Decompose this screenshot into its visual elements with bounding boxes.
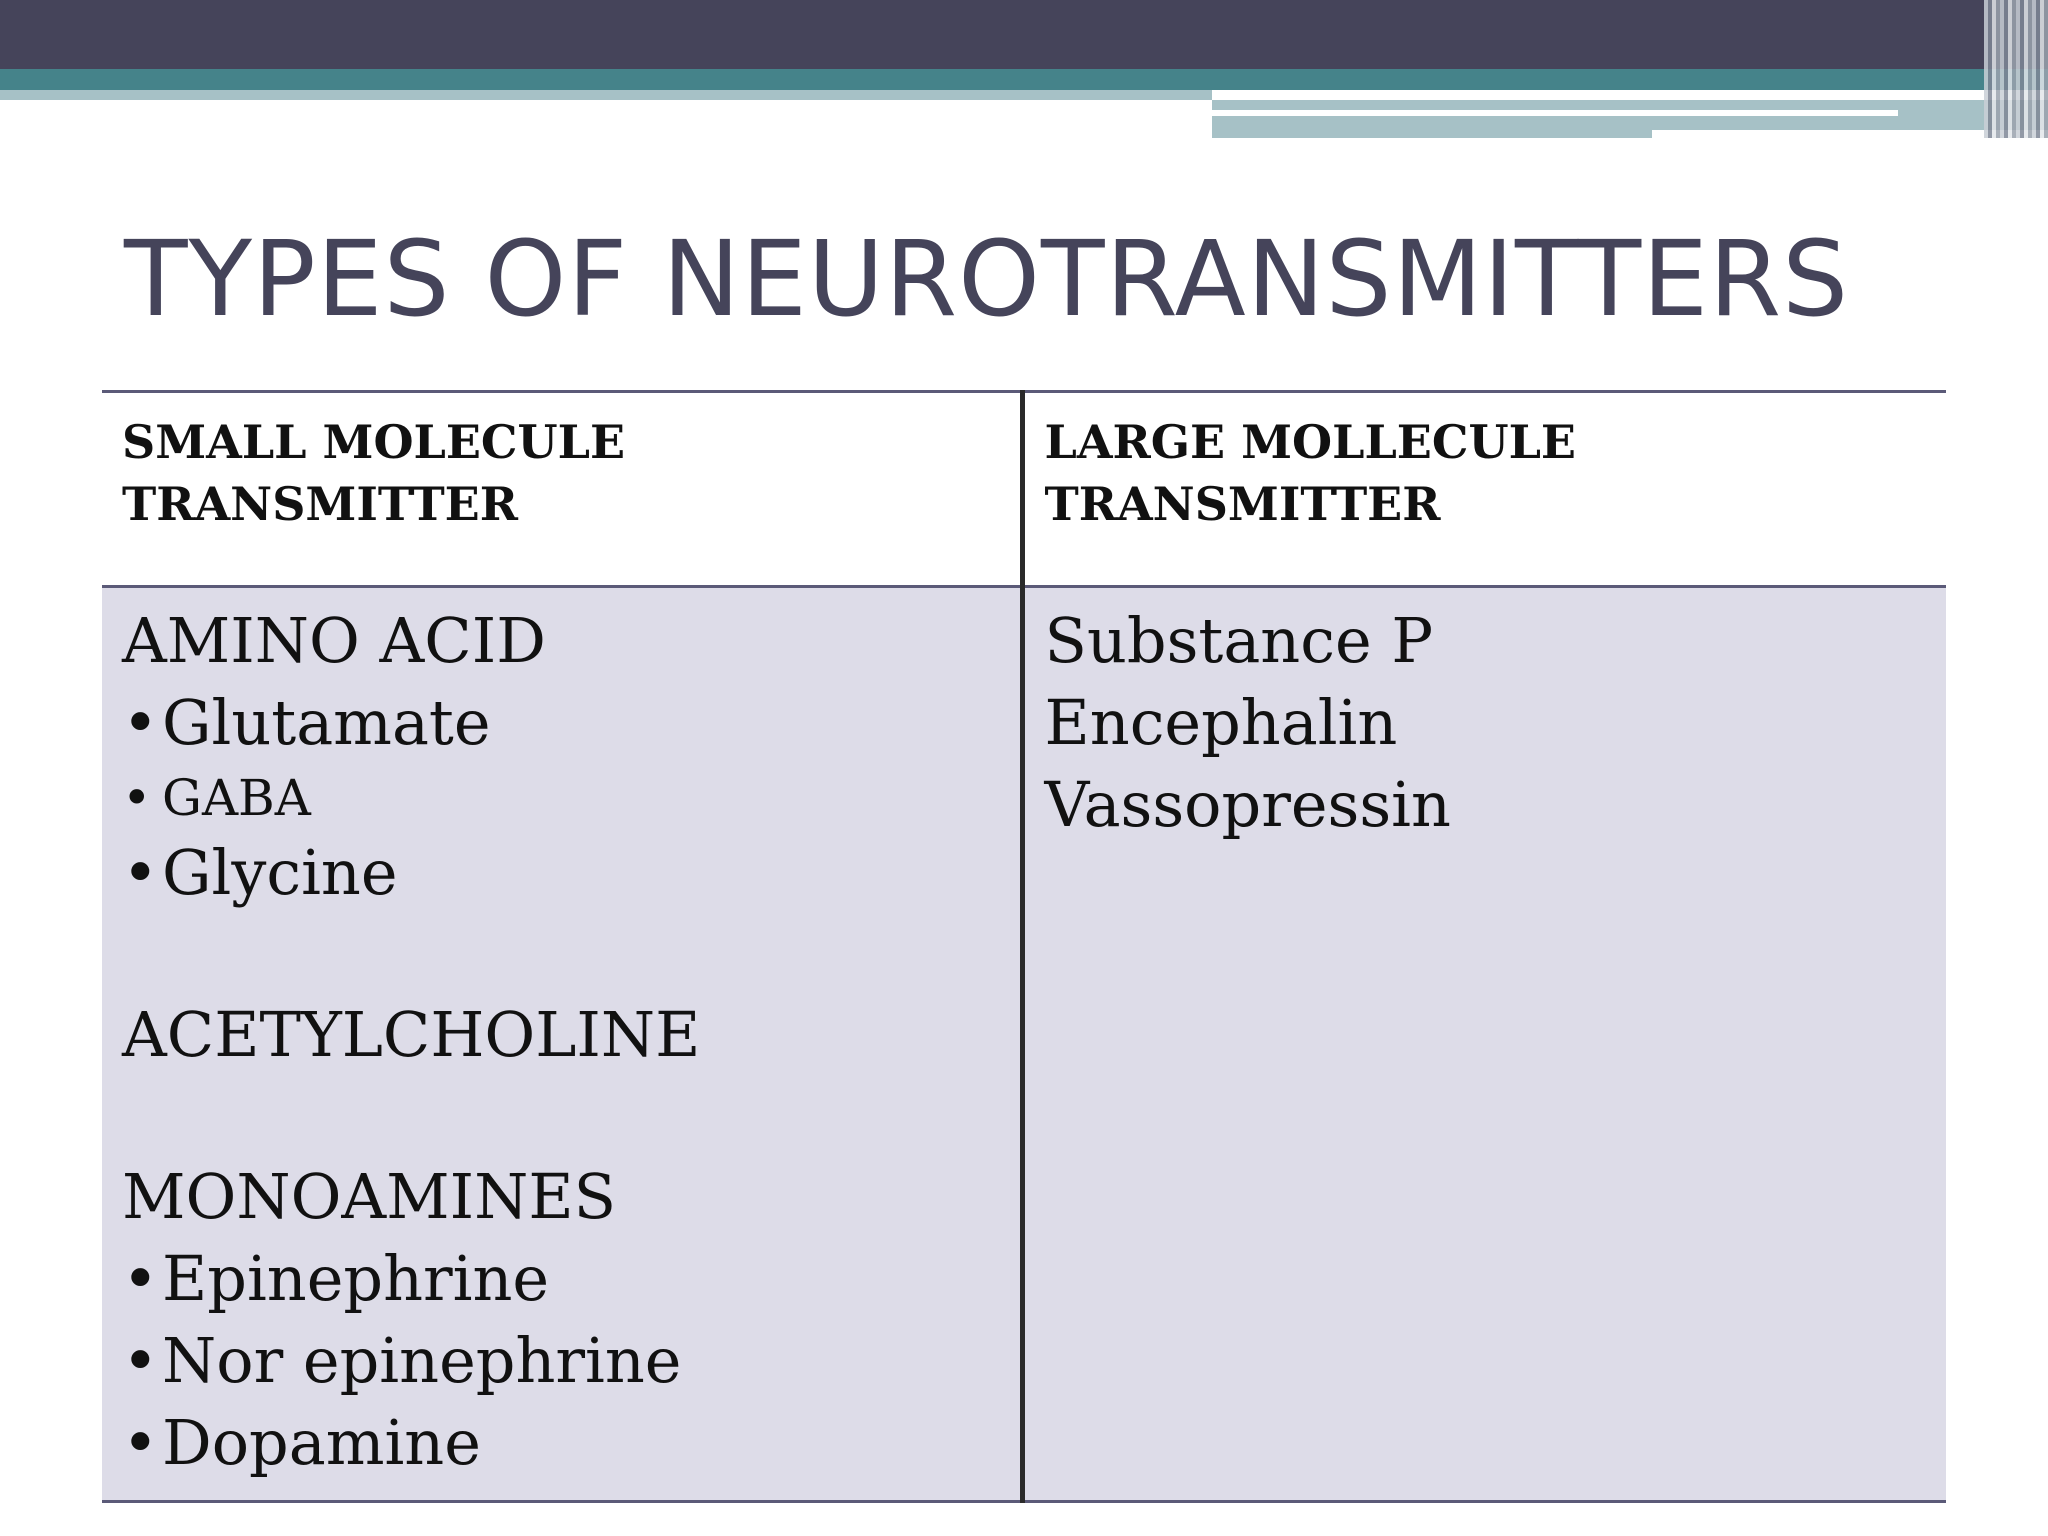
list-item (122, 1320, 1000, 1402)
list-item-label: Epinephrine (162, 1242, 550, 1315)
header-bar-dark (0, 0, 2048, 69)
list-item (122, 764, 1000, 832)
list-item (122, 1402, 1000, 1484)
header-stripes-decoration (1984, 0, 2048, 138)
header-bar-teal (0, 69, 2048, 90)
table-header-row (102, 392, 1946, 587)
list-item-label: Glycine (162, 836, 398, 909)
bullet-icon: • (122, 1324, 159, 1397)
slide-title: TYPES OF NEUROTRANSMITTERS (124, 218, 1850, 340)
bullet-icon: • (122, 769, 152, 827)
list-item (122, 832, 1000, 914)
spacer (122, 1076, 1000, 1156)
bullet-icon: • (122, 1242, 159, 1315)
large-molecule-cell (1022, 587, 1946, 1502)
list-item: Encephalin (1044, 686, 1398, 759)
table-body-row (102, 587, 1946, 1502)
header-large-molecule: LARGE MOLLECULE TRANSMITTER (1022, 392, 1946, 587)
list-item: Substance P (1044, 604, 1434, 677)
list-item-label: Dopamine (162, 1406, 481, 1479)
list-item (122, 1238, 1000, 1320)
small-molecule-cell (102, 587, 1022, 1502)
acetylcholine-heading: ACETYLCHOLINE (122, 998, 701, 1071)
neurotransmitter-table (102, 390, 1946, 1503)
bullet-icon: • (122, 836, 159, 909)
header-bar-light (0, 90, 1212, 100)
list-item-label: Glutamate (162, 686, 491, 759)
header-accent-line (1212, 110, 1898, 116)
list-item: Vassopressin (1044, 768, 1451, 841)
list-item-label: GABA (162, 769, 311, 827)
bullet-icon: • (122, 1406, 159, 1479)
monoamines-heading: MONOAMINES (122, 1160, 617, 1233)
list-item-label: Nor epinephrine (162, 1324, 682, 1397)
amino-acid-heading: AMINO ACID (122, 604, 546, 677)
header-small-molecule: SMALL MOLECULE TRANSMITTER (102, 392, 1022, 587)
list-item (122, 682, 1000, 764)
bullet-icon: • (122, 686, 159, 759)
spacer (122, 914, 1000, 994)
